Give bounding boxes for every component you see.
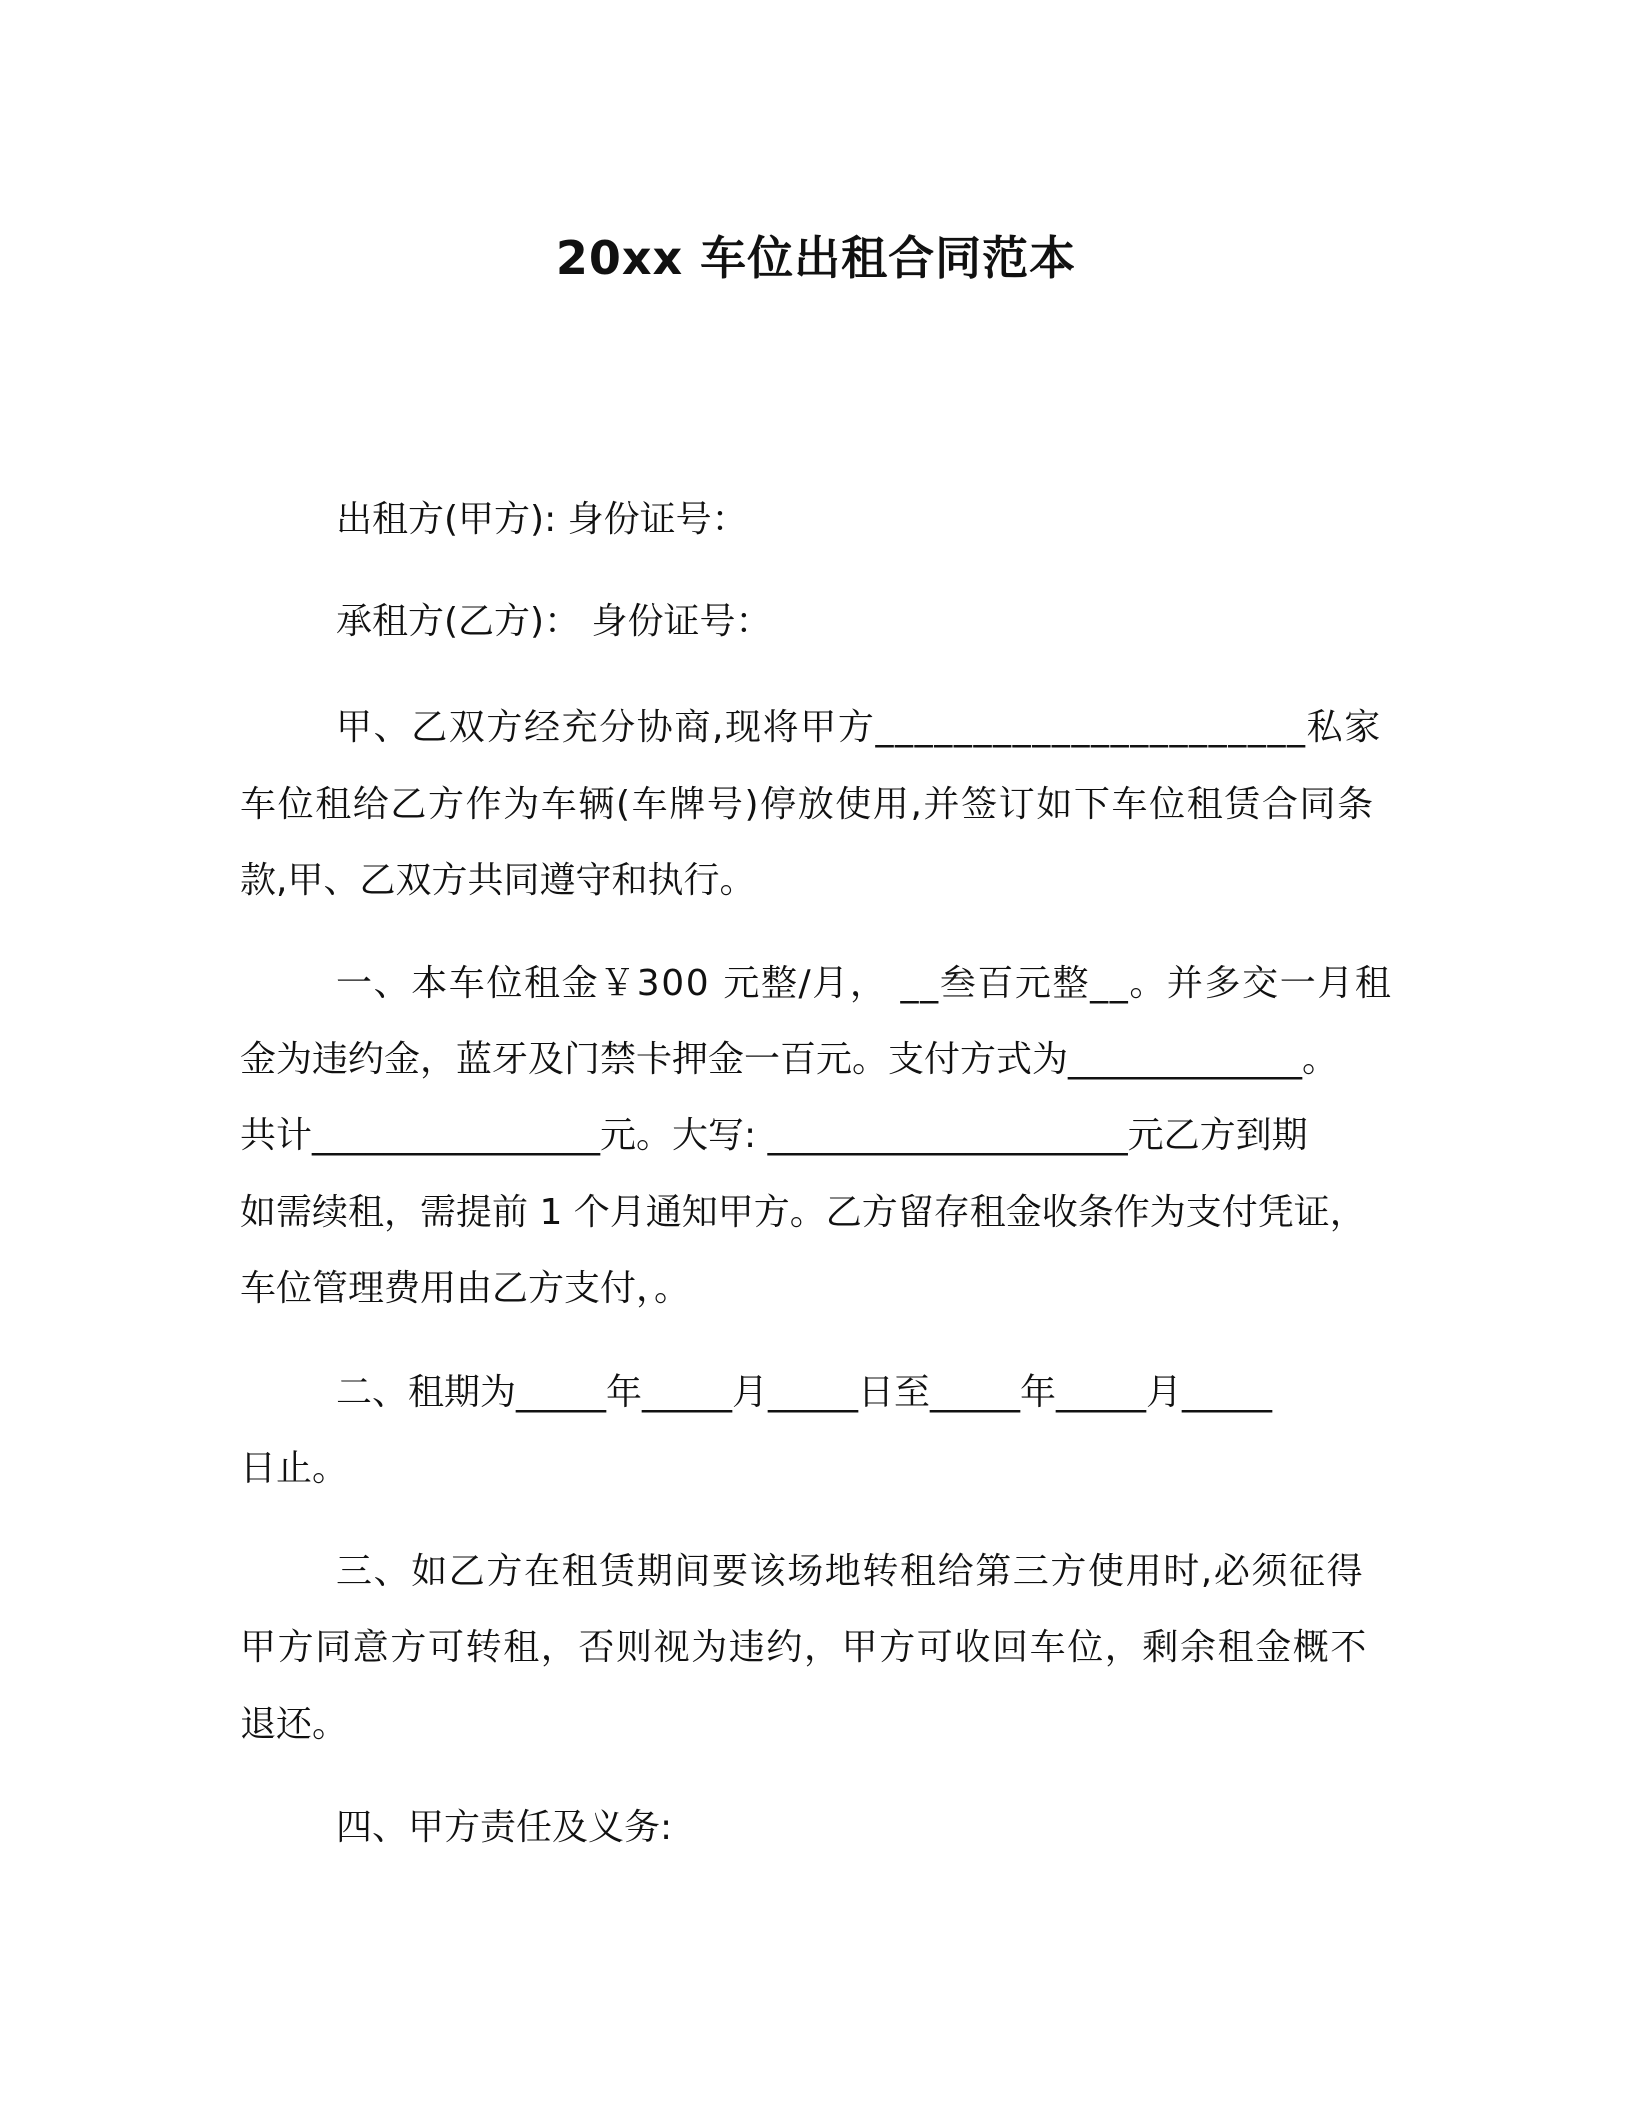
clause-1-line-3: 共计________________元。大写: ____________________元乙方到期 bbox=[240, 1115, 1308, 1156]
clause-2-line-2: 日止。 bbox=[240, 1448, 349, 1489]
lessor-line: 出租方(甲方): 身份证号： bbox=[336, 499, 748, 540]
clause-3-line-3: 退还。 bbox=[240, 1704, 349, 1745]
clause-1-line-4: 如需续租，需提前 1 个月通知甲方。乙方留存租金收条作为支付凭证， bbox=[240, 1192, 1366, 1233]
clause-1-line-5: 车位管理费用由乙方支付，。 bbox=[240, 1268, 691, 1309]
document-title: 20xx 车位出租合同范本 bbox=[555, 231, 1077, 285]
clause-2-line-1: 二、租期为_____年_____月_____日至_____年_____月_____ bbox=[336, 1372, 1273, 1413]
clause-4-heading: 四、甲方责任及义务: bbox=[336, 1807, 673, 1848]
lessee-line: 承租方(乙方)： 身份证号： bbox=[336, 601, 772, 642]
clause-3-line-1: 三、如乙方在租赁期间要该场地转租给第三方使用时,必须征得 bbox=[336, 1551, 1365, 1592]
preamble-line-1: 甲、乙双方经充分协商,现将甲方______________________私家 bbox=[336, 707, 1382, 748]
clause-1-line-2: 金为违约金，蓝牙及门禁卡押金一百元。支付方式为_____________。 bbox=[240, 1039, 1339, 1080]
preamble-line-3: 款,甲、乙双方共同遵守和执行。 bbox=[240, 860, 756, 901]
clause-1-line-1: 一、本车位租金￥300 元整/月， __叁百元整__。并多交一月租 bbox=[336, 963, 1393, 1004]
clause-3-line-2: 甲方同意方可转租，否则视为违约，甲方可收回车位，剩余租金概不 bbox=[240, 1627, 1369, 1668]
preamble-line-2: 车位租给乙方作为车辆(车牌号)停放使用,并签订如下车位租赁合同条 bbox=[240, 784, 1375, 825]
